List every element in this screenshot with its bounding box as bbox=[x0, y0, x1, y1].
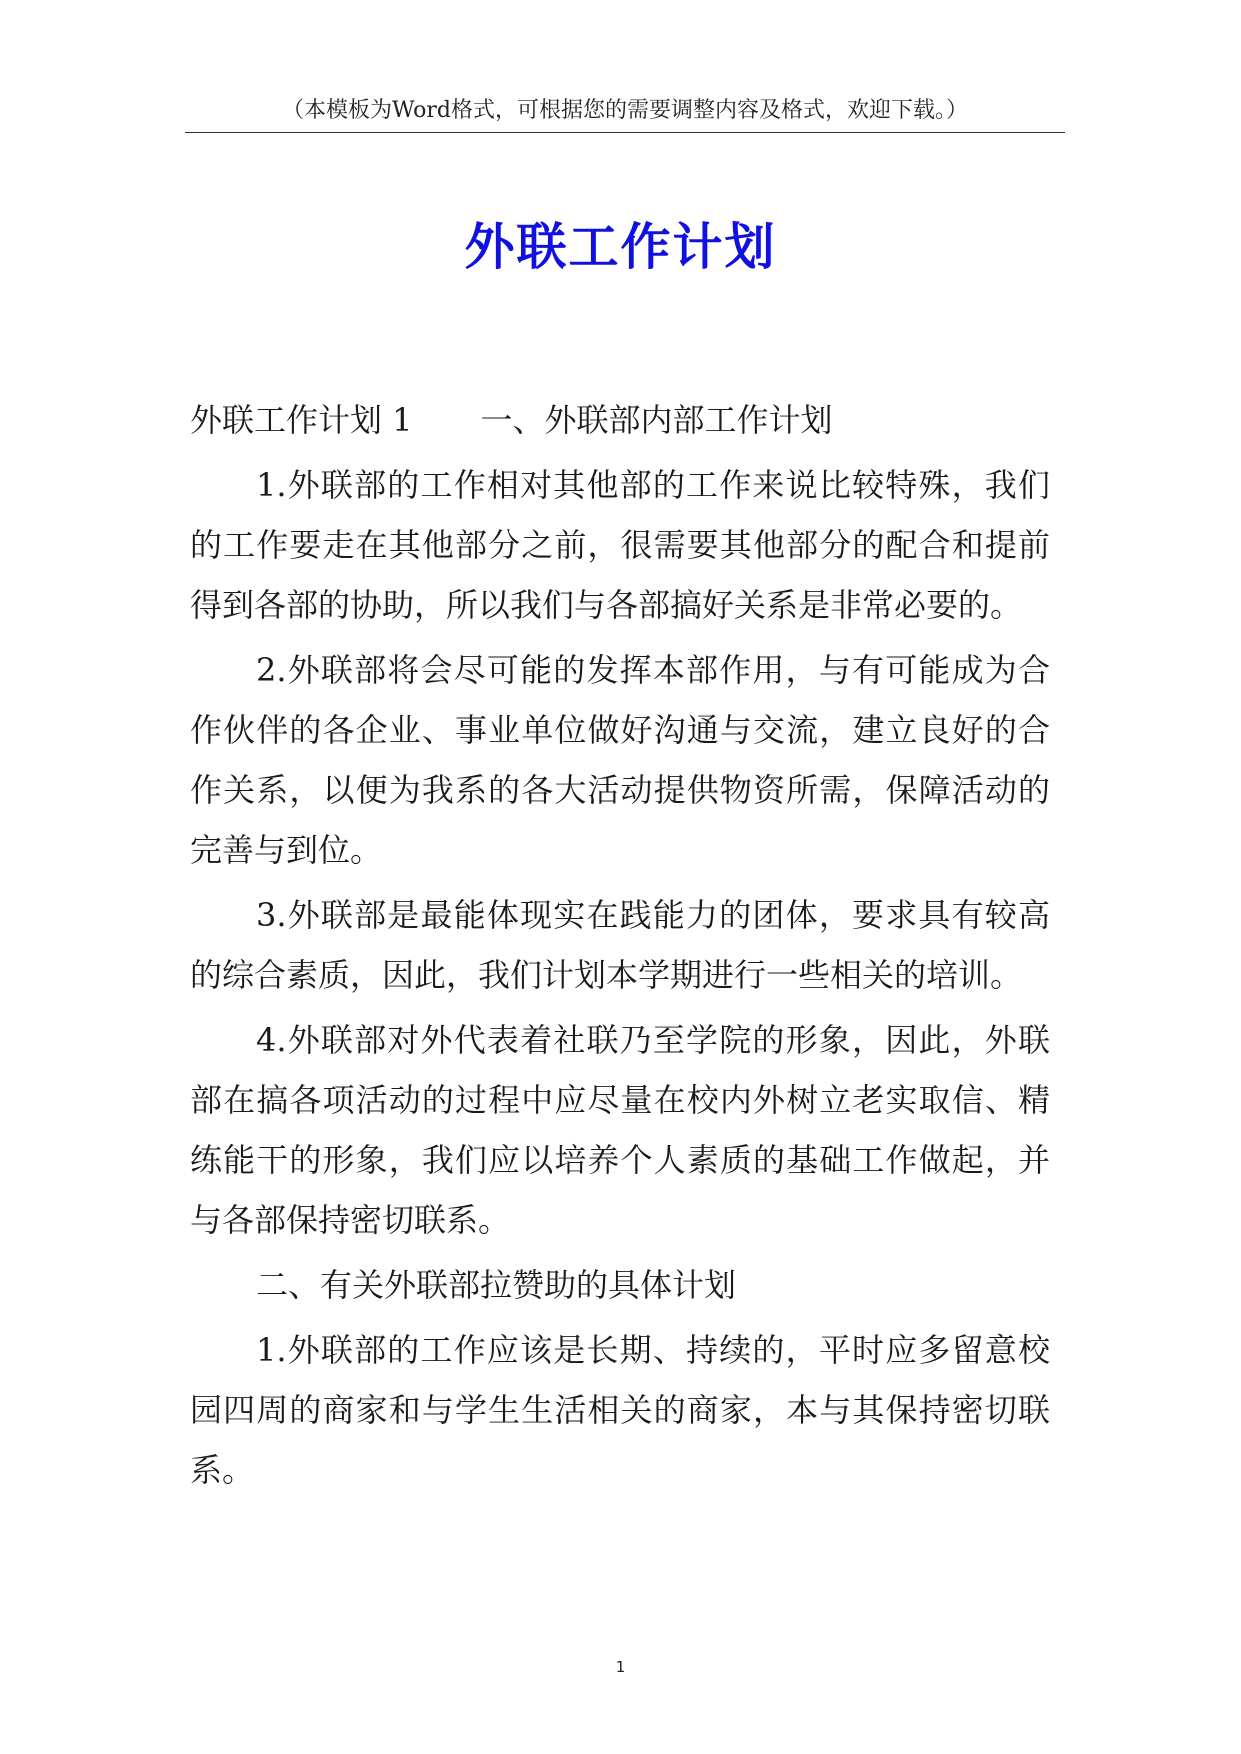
paragraph-3: 3.外联部是最能体现实在践能力的团体，要求具有较高的综合素质，因此，我们计划本学期进行一些相关的培训。 bbox=[190, 896, 1050, 994]
document-title: 外联工作计划 bbox=[464, 217, 777, 276]
section-heading-1: 一、外联部内部工作计划 bbox=[480, 401, 833, 439]
section-heading-2: 二、有关外联部拉赞助的具体计划 bbox=[256, 1266, 737, 1304]
header-divider bbox=[185, 132, 1065, 133]
document-body bbox=[190, 390, 1050, 1505]
paragraph-1: 1.外联部的工作相对其他部的工作来说比较特殊，我们的工作要走在其他部分之前，很需要其他部分的配合和提前得到各部的协助，所以我们与各部搞好关系是非常必要的。 bbox=[190, 466, 1050, 624]
paragraph-4: 4.外联部对外代表着社联乃至学院的形象，因此，外联部在搞各项活动的过程中应尽量在校内外树立老实取信、精练能干的形象，我们应以培养个人素质的基础工作做起，并与各部保持密切联系。 bbox=[190, 1021, 1050, 1239]
first-line bbox=[190, 390, 1050, 450]
paragraph-2: 2.外联部将会尽可能的发挥本部作用，与有可能成为合作伙伴的各企业、事业单位做好沟通与交流，建立良好的合作关系，以便为我系的各大活动提供物资所需，保障活动的完善与到位。 bbox=[190, 651, 1050, 869]
header-note: （本模板为Word格式，可根据您的需要调整内容及格式，欢迎下载。） bbox=[282, 98, 968, 123]
page-number: 1 bbox=[615, 1658, 626, 1676]
paragraph-5: 1.外联部的工作应该是长期、持续的，平时应多留意校园四周的商家和与学生生活相关的商家，本与其保持密切联系。 bbox=[190, 1331, 1050, 1489]
section-label: 外联工作计划 1 bbox=[190, 401, 413, 439]
